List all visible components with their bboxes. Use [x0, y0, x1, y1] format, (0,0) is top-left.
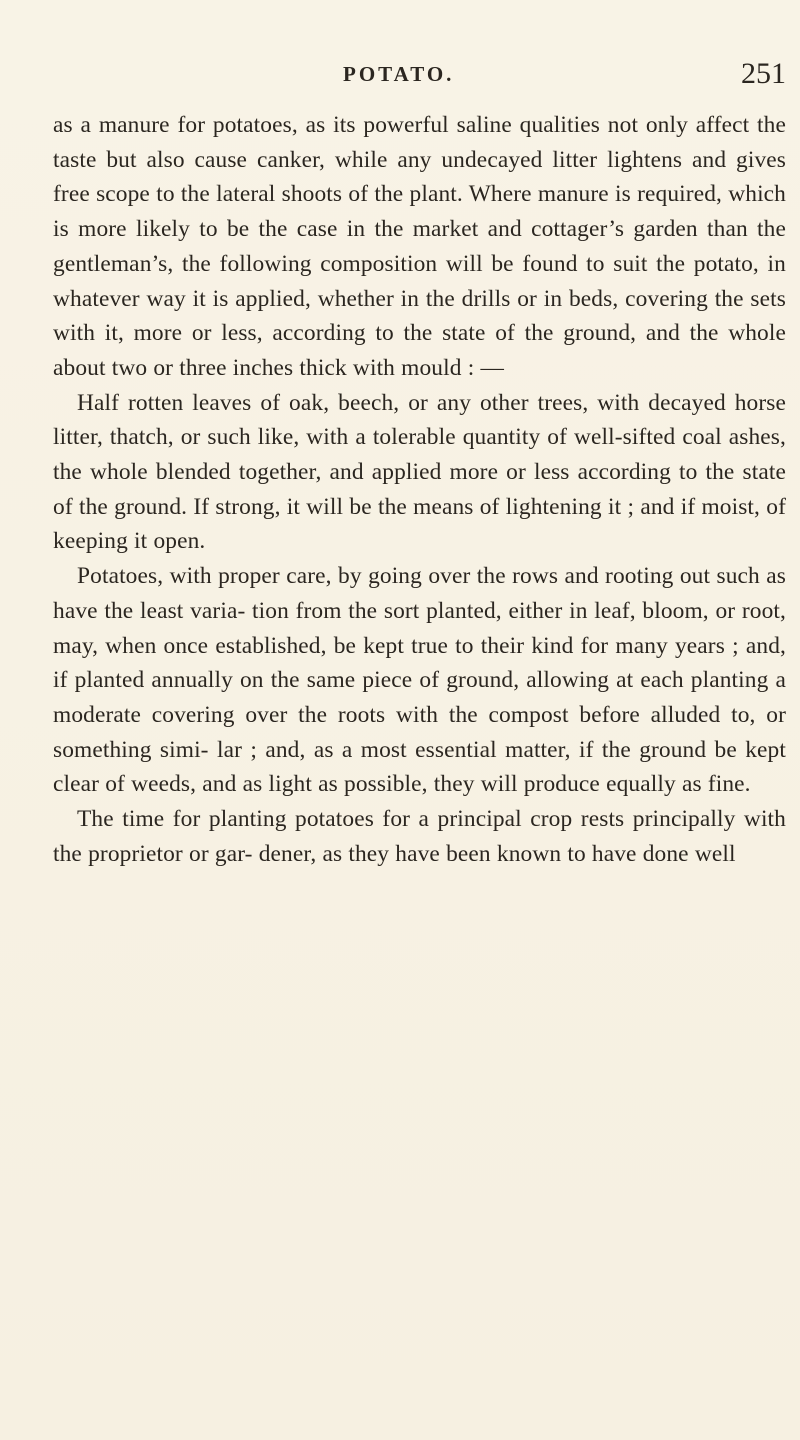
running-head: POTATO. [343, 62, 455, 86]
paragraph-planting-time: The time for planting potatoes for a principal crop rests principally with the proprietor or gar- dener, as they have been known to have done well [53, 806, 786, 867]
page-body-text [53, 108, 786, 871]
page-number: 251 [741, 57, 786, 90]
page-header [53, 57, 786, 92]
paragraph-manure: as a manure for potatoes, as its powerful saline qualities not only affect the taste but also cause canker, while any undecayed litter lightens and gives free scope to the lateral shoots of the plant. Where manure is required, which is more likely to be the case in the market and cottager’s garden than the gentleman’s, the following composition will be found to suit the potato, in whatever way it is applied, whether in the drills or in beds, covering the sets with it, more or less, according to the state of the ground, and the whole about two or three inches thick with mould : — [53, 112, 786, 381]
paragraph-potato-care: Potatoes, with proper care, by going over the rows and rooting out such as have the least varia- tion from the sort planted, either in leaf, bloom, or root, may, when once established, be kept true to their kind for many years ; and, if planted annually on the same piece of ground, allowing at each planting a moderate covering over the roots with the compost before alluded to, or something simi- lar ; and, as a most essential matter, if the ground be kept clear of weeds, and as light as possible, they will produce equally as fine. [53, 563, 786, 798]
paragraph-compost-recipe: Half rotten leaves of oak, beech, or any other trees, with decayed horse litter, thatch, or such like, with a tolerable quantity of well-sifted coal ashes, the whole blended together, and applied more or less according to the state of the ground. If strong, it will be the means of lightening it ; and if moist, of keeping it open. [53, 389, 786, 555]
